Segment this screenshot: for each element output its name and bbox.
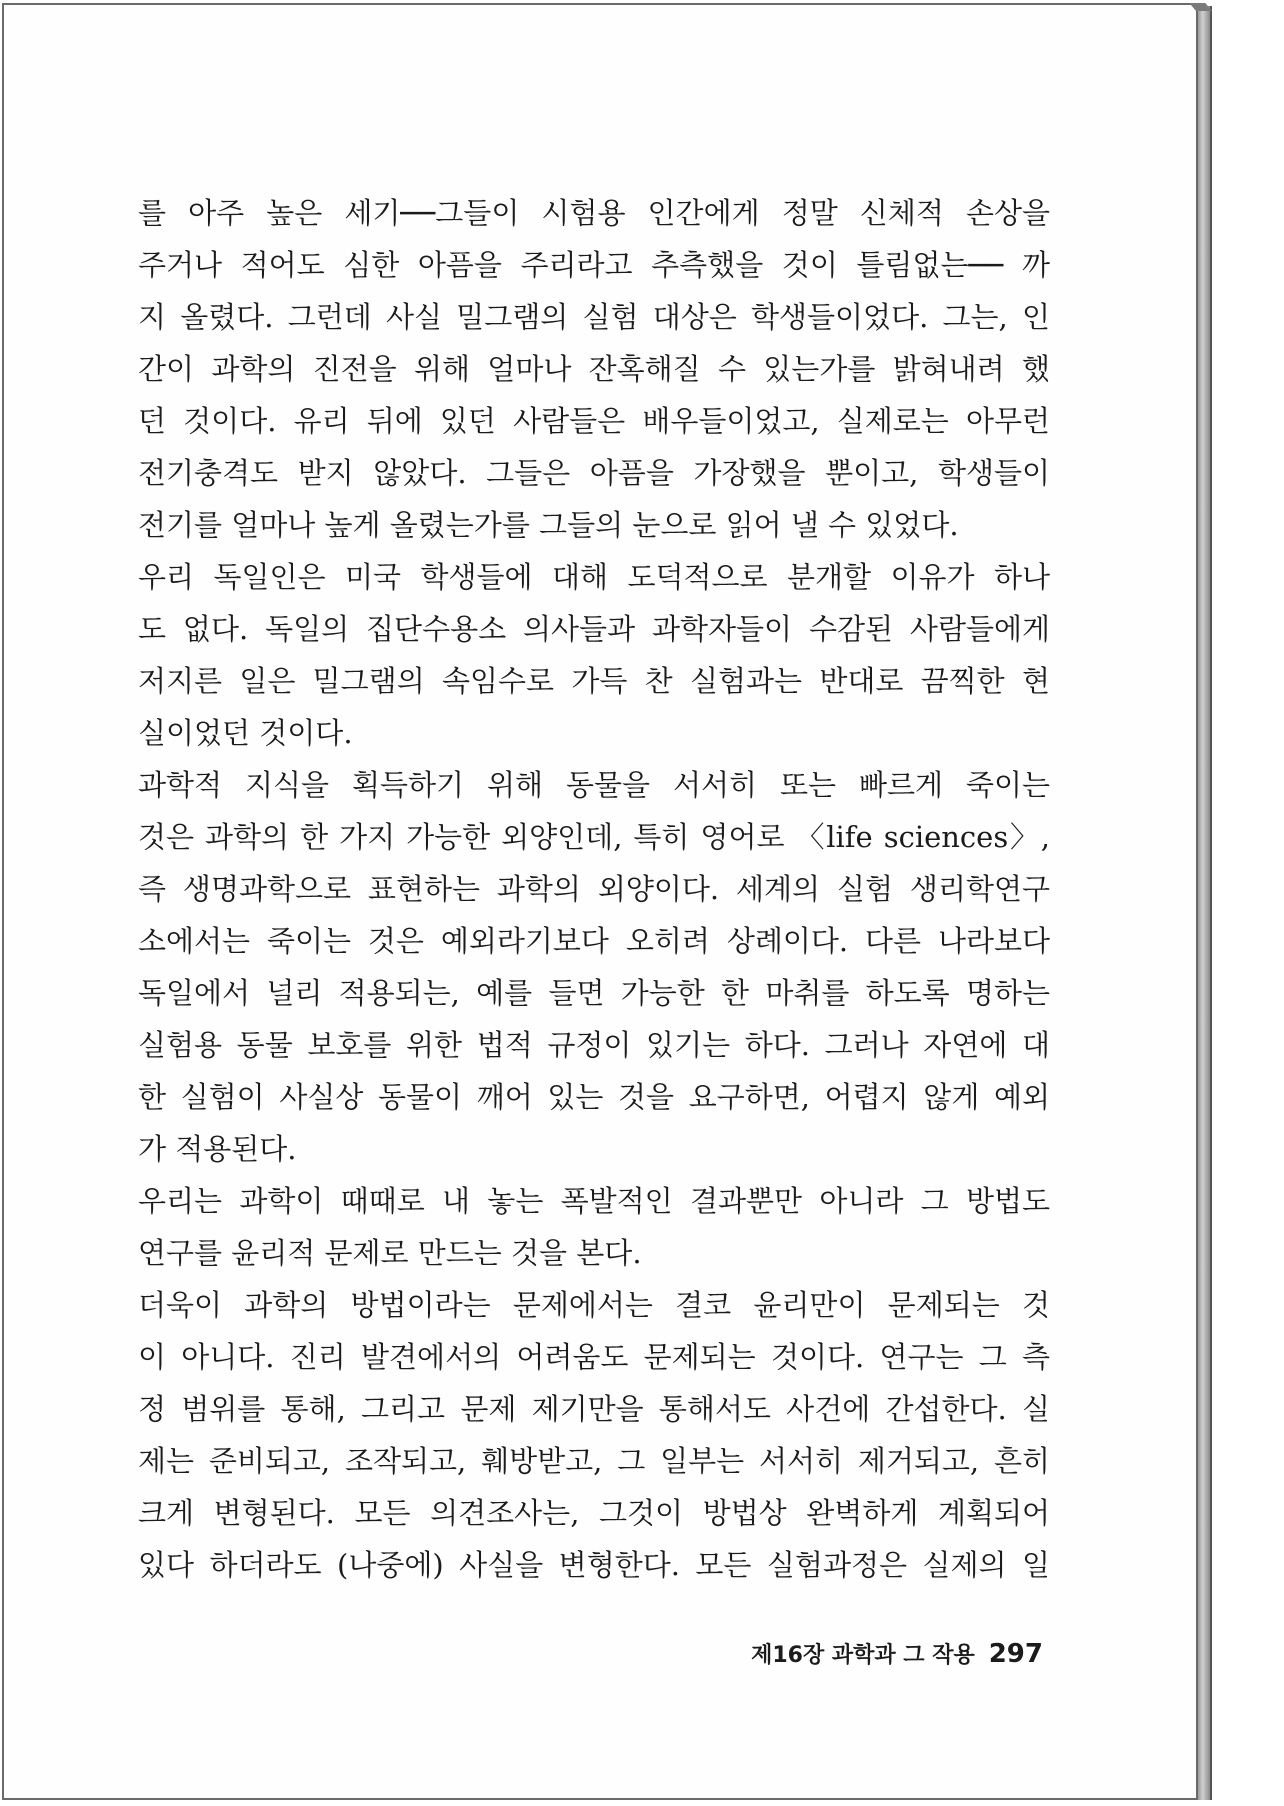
text-line: 전기를 얼마나 높게 올렸는가를 그들의 눈으로 읽어 낼 수 있었다.	[138, 508, 959, 542]
text-line: 정 범위를 통해, 그리고 문제 제기만을 통해서도 사건에 간섭한다. 실	[138, 1392, 1050, 1426]
text-line: 더욱이 과학의 방법이라는 문제에서는 결코 윤리만이 문제되는 것	[138, 1288, 1050, 1322]
text-line: 던 것이다. 유리 뒤에 있던 사람들은 배우들이었고, 실제로는 아무런	[138, 404, 1050, 438]
page-stack-edge	[1198, 6, 1212, 1800]
text-line: 과학적 지식을 획득하기 위해 동물을 서서히 또는 빠르게 죽이는	[138, 768, 1050, 802]
page-number: 297	[988, 1639, 1043, 1669]
text-line: 지 올렸다. 그런데 사실 밀그램의 실험 대상은 학생들이었다. 그는, 인	[138, 300, 1050, 334]
text-line: 크게 변형된다. 모든 의견조사는, 그것이 방법상 완벽하게 계획되어	[138, 1496, 1050, 1530]
text-line: 전기충격도 받지 않았다. 그들은 아픔을 가장했을 뿐이고, 학생들이	[138, 456, 1050, 490]
text-line: 이 아니다. 진리 발견에서의 어려움도 문제되는 것이다. 연구는 그 측	[138, 1340, 1050, 1374]
text-line: 독일에서 널리 적용되는, 예를 들면 가능한 한 마취를 하도록 명하는	[138, 976, 1050, 1010]
body-text	[138, 187, 1050, 1591]
text-line: 주거나 적어도 심한 아픔을 주리라고 추측했을 것이 틀림없는── 까	[138, 248, 1050, 282]
text-line: 한 실험이 사실상 동물이 깨어 있는 것을 요구하면, 어렵지 않게 예외	[138, 1080, 1050, 1114]
text-line: 를 아주 높은 세기──그들이 시험용 인간에게 정말 신체적 손상을	[138, 196, 1050, 230]
text-line: 간이 과학의 진전을 위해 얼마나 잔혹해질 수 있는가를 밝혀내려 했	[138, 352, 1050, 386]
text-line: 있다 하더라도 (나중에) 사실을 변형한다. 모든 실험과정은 실제의 일	[138, 1548, 1050, 1582]
page-footer	[600, 1638, 1043, 1669]
text-line: 연구를 윤리적 문제로 만드는 것을 본다.	[138, 1236, 642, 1270]
text-line: 실이었던 것이다.	[138, 716, 353, 750]
text-line: 저지른 일은 밀그램의 속임수로 가득 찬 실험과는 반대로 끔찍한 현	[138, 664, 1050, 698]
text-line: 즉 생명과학으로 표현하는 과학의 외양이다. 세계의 실험 생리학연구	[138, 872, 1050, 906]
text-line: 실험용 동물 보호를 위한 법적 규정이 있기는 하다. 그러나 자연에 대	[138, 1028, 1050, 1062]
text-line: 우리 독일인은 미국 학생들에 대해 도덕적으로 분개할 이유가 하나	[138, 560, 1050, 594]
running-head: 제16장 과학과 그 작용	[751, 1643, 975, 1668]
text-line: 도 없다. 독일의 집단수용소 의사들과 과학자들이 수감된 사람들에게	[138, 612, 1050, 646]
text-line: 가 적용된다.	[138, 1132, 297, 1166]
text-line: 것은 과학의 한 가지 가능한 외양인데, 특히 영어로 〈life sciences〉,	[138, 820, 1050, 854]
text-line: 제는 준비되고, 조작되고, 훼방받고, 그 일부는 서서히 제거되고, 흔히	[138, 1444, 1050, 1478]
text-line: 우리는 과학이 때때로 내 놓는 폭발적인 결과뿐만 아니라 그 방법도	[138, 1184, 1050, 1218]
text-line: 소에서는 죽이는 것은 예외라기보다 오히려 상례이다. 다른 나라보다	[138, 924, 1050, 958]
